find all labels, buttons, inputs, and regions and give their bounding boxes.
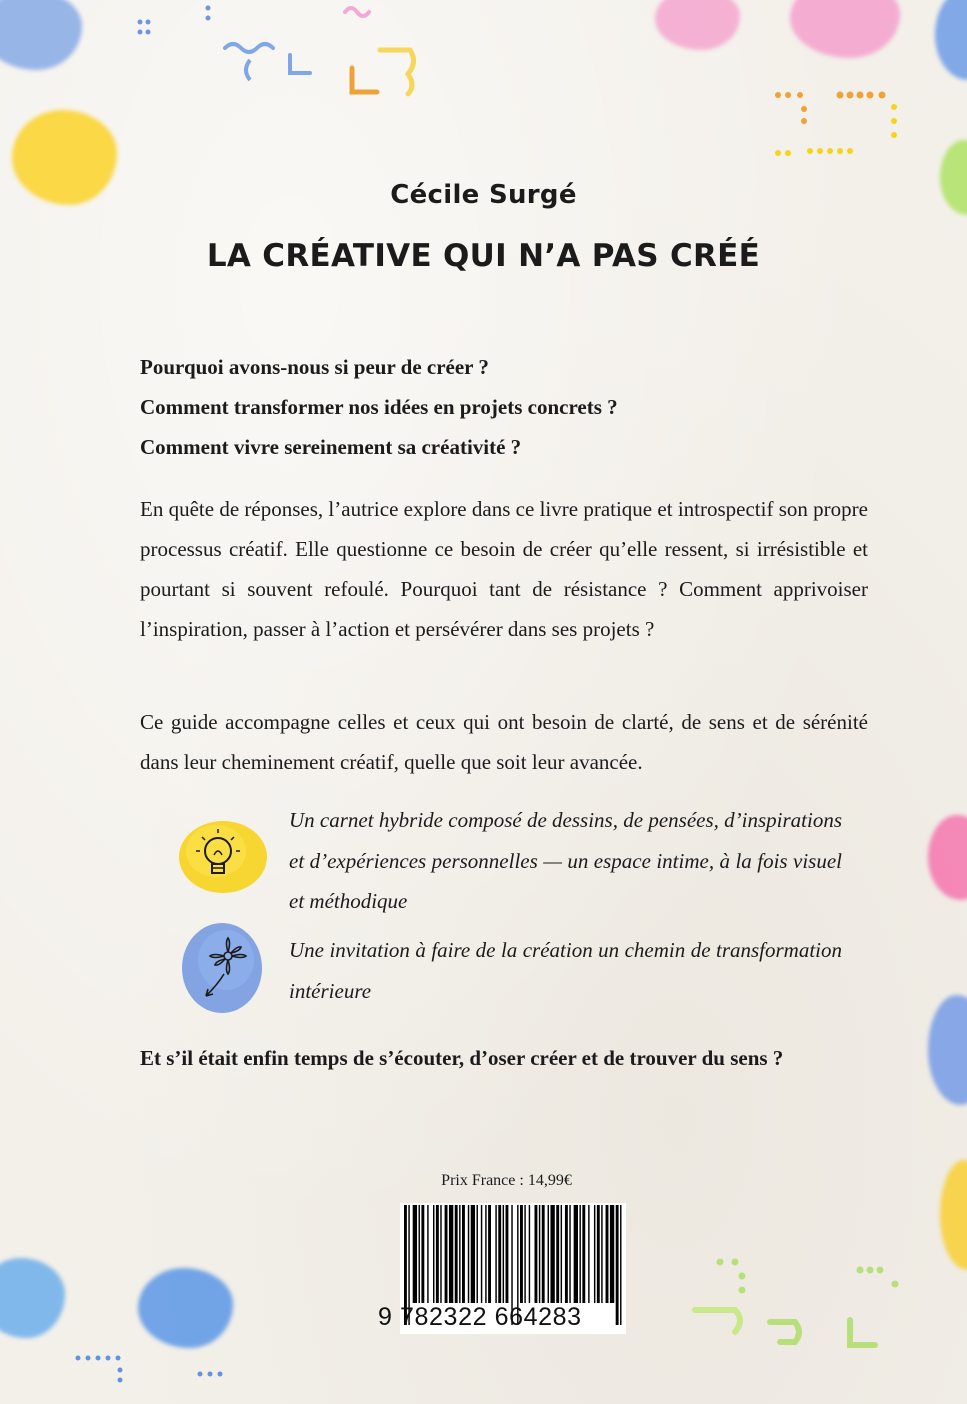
barcode-bar (606, 1205, 609, 1303)
barcode-bar (427, 1205, 428, 1303)
barcode-bar (440, 1205, 441, 1303)
dot-decorations-top-right (770, 85, 910, 185)
barcode-bar (481, 1205, 482, 1303)
barcode-bar (498, 1205, 501, 1303)
barcode-bar (535, 1205, 538, 1303)
author-name: Cécile Surgé (390, 180, 577, 210)
barcode-bar (594, 1205, 595, 1303)
barcode-bar (506, 1205, 509, 1303)
barcode-bar (524, 1205, 525, 1303)
barcode-bar (445, 1205, 448, 1303)
description-paragraph-2: Ce guide accompagne celles et ceux qui ont besoin de clarté, de sens et de sérénité dans leur cheminement créatif, quelle que soit leur avancée. (140, 710, 868, 774)
dot-decorations-bottom-left (70, 1350, 240, 1390)
barcode-bar (419, 1205, 420, 1303)
barcode-bar (620, 1205, 621, 1325)
feature-1-text: Un carnet hybride composé de dessins, de pensées, d’inspirations et d’expériences personnelles — un espace intime, à la fois visuel et méthodique (289, 808, 842, 913)
barcode-bar (529, 1205, 530, 1303)
barcode-bar (495, 1205, 496, 1303)
barcode-bar (550, 1205, 554, 1303)
barcode-bar (561, 1205, 562, 1303)
price-label: Prix France : 14,99€ (441, 1172, 572, 1189)
barcode-bar (449, 1205, 453, 1303)
closing-question: Et s’il était enfin temps de s’écouter, d’oser créer et de trouver du sens ? (140, 1046, 784, 1070)
barcode-bar (539, 1205, 540, 1303)
barcode-bar (433, 1205, 434, 1303)
squiggle-decorations-top (130, 0, 450, 110)
barcode-bar (468, 1205, 469, 1303)
feature-2-text: Une invitation à faire de la création un chemin de transformation intérieure (289, 938, 842, 1003)
barcode-bar (574, 1205, 578, 1303)
watercolor-blue-top-right (935, 0, 967, 80)
squiggle-decorations-bottom-right (690, 1250, 910, 1370)
barcode-bar (459, 1205, 460, 1303)
watercolor-blue-right (928, 995, 967, 1105)
barcode-bar (582, 1205, 585, 1303)
barcode-bar (548, 1205, 549, 1303)
barcode-bar (579, 1205, 580, 1303)
barcode-bar (597, 1205, 600, 1303)
barcode-bar (569, 1205, 570, 1303)
barcode-bar (610, 1205, 614, 1303)
barcode-bar (485, 1205, 486, 1303)
description-paragraph-1: En quête de réponses, l’autrice explore dans ce livre pratique et introspectif son propre processus créatif. Elle questionne ce besoin de créer qu’elle ressent, si irrésistible et pourtant si souvent refoulé. Pourquoi tant de résistance ? Comment apprivoiser l’inspiration, passer à l’action et persévérer dans ses projets ? (140, 497, 868, 641)
barcode-bar (601, 1205, 602, 1303)
isbn-number: 9 782322 664283 (378, 1303, 582, 1331)
barcode-bar (436, 1205, 439, 1303)
watercolor-blue-top-left (0, 0, 82, 70)
question-3: Comment vivre sereinement sa créativité ? (140, 435, 522, 459)
flower-icon (180, 920, 265, 1015)
barcode-bar (542, 1205, 545, 1303)
question-2: Comment transformer nos idées en projets concrets ? (140, 395, 618, 419)
barcode-bar (413, 1205, 417, 1303)
barcode-bar (462, 1205, 465, 1303)
watercolor-pink-right (928, 815, 967, 900)
barcode-bar (421, 1205, 424, 1303)
barcode-bar (565, 1205, 568, 1303)
barcode-bar (471, 1205, 475, 1303)
barcode-bar (477, 1205, 478, 1303)
watercolor-pink-top (655, 0, 740, 50)
watercolor-pink-top-right (790, 0, 900, 58)
book-title: LA CRÉATIVE QUI N’A PAS CRÉÉ (206, 238, 761, 274)
barcode-bar (455, 1205, 458, 1303)
question-1: Pourquoi avons-nous si peur de créer ? (140, 355, 489, 379)
barcode-bar (556, 1205, 559, 1303)
barcode-bar (520, 1205, 523, 1303)
barcode-bar (503, 1205, 504, 1303)
barcode-bar (488, 1205, 491, 1303)
barcode-bar (588, 1205, 589, 1303)
watercolor-blue-bottom (138, 1268, 233, 1348)
watercolor-blue-bottom-left (0, 1258, 65, 1338)
lightbulb-icon (178, 815, 268, 895)
